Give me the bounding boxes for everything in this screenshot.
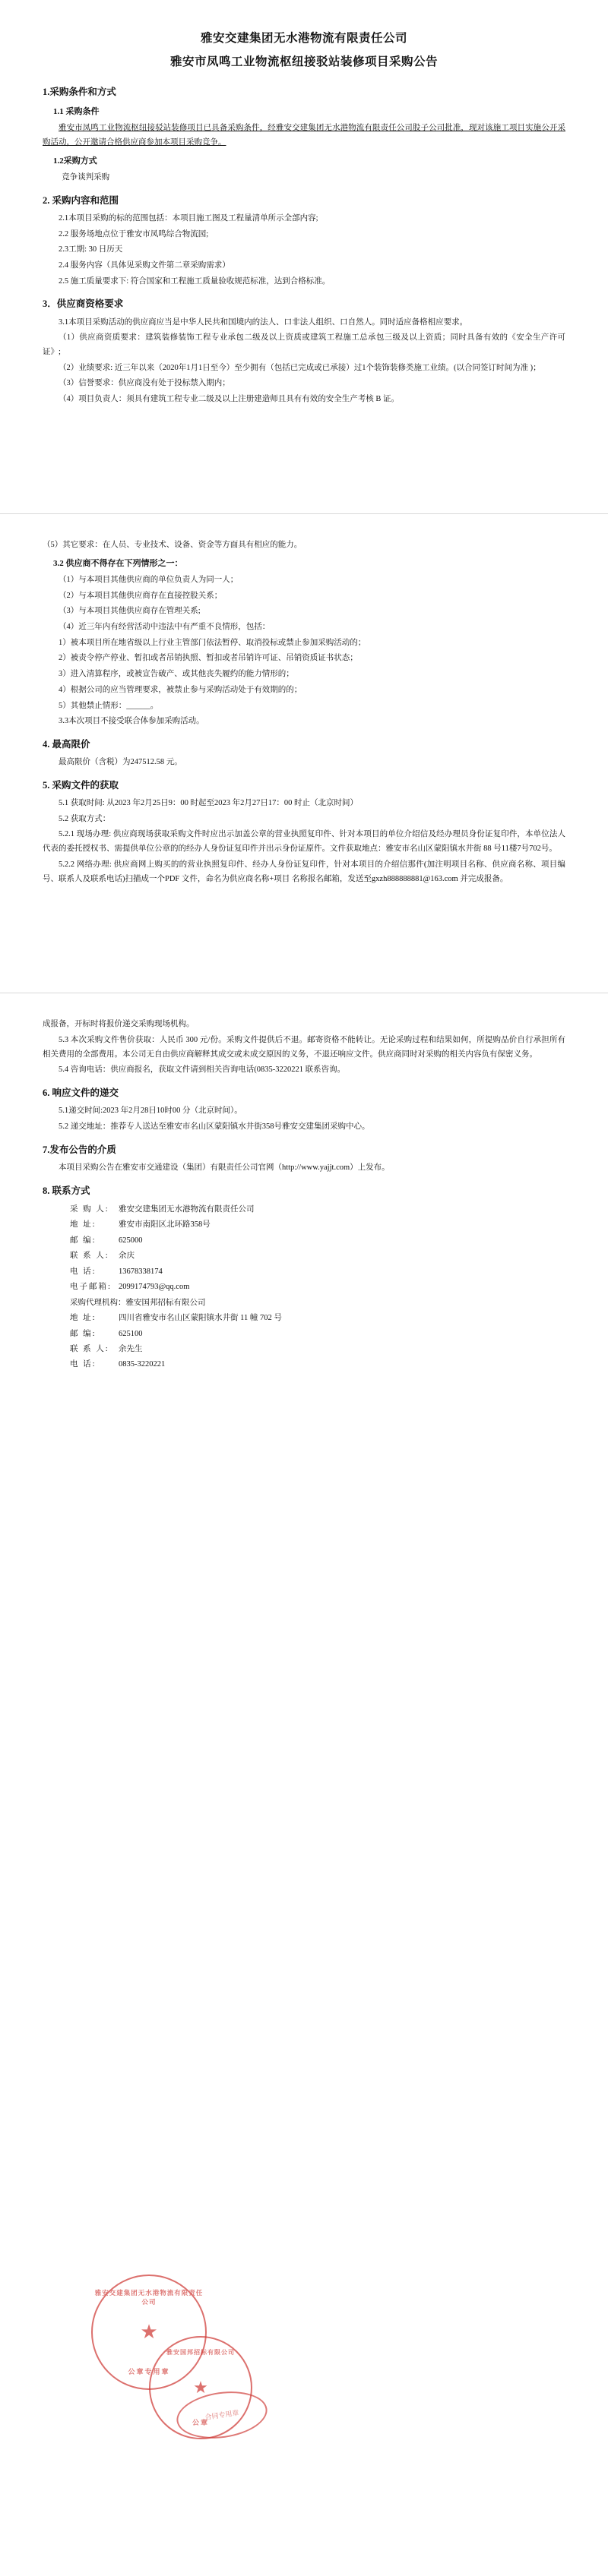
section-heading-4: 4. 最高限价 [43,738,90,750]
contact-label: 邮 编: [70,1236,97,1245]
company-seal-purchaser [91,2275,207,2390]
section-3-2-item: （4）近三年内有经营活动中违法中有严重不良情形，包括： [59,623,271,632]
contact-label: 地 址: [70,1314,97,1323]
contact-value: 0835-3220221 [119,1360,166,1369]
contact-row [43,1311,565,1326]
seal-bottom-text: 公章专用章 [128,2368,170,2376]
section-5-sub-item: 5.2.2 网络办理: 供应商网上购买的的营业执照复印件、经办人身份证复印件，针对本项目的介绍信那件(加注明项目名称、供应商名称、项目编号、联系人及联系电话)扫描成一个PDF 文件，命名为供应商名称+项目 名称报名邮箱，发送至gxzh888888881@163.com 并完成报备。 [43,860,565,883]
page-bottom-space [43,888,565,979]
contact-label: 采 购 人: [70,1204,109,1214]
section-3-2-item: 3）进入清算程序，或被宣告破产、或其他丧失履约的能力情形的； [59,670,294,679]
contact-value: 625100 [119,1329,143,1338]
contact-label: 联 系 人: [70,1344,109,1353]
contract-seal: 合同专用章 [173,2386,270,2444]
section-3-item: （1）供应商资质要求：建筑装修装饰工程专业承包二级及以上资质或建筑工程施工总承包三级及以上资质；同时具备有效的《安全生产许可证》; [43,333,565,356]
contact-value: 余先生 [119,1344,143,1353]
contact-row [43,1264,565,1280]
section-heading-5: 5. 采购文件的获取 [43,779,119,791]
contact-label: 电 话: [70,1267,97,1276]
subsection-heading-3-2: 3.2 供应商不得存在下列情形之一： [53,559,183,569]
contact-row [43,1233,565,1249]
contact-value: 雅安交建集团无水港物流有限责任公司 [119,1204,255,1214]
section-5-item: 5.1 获取时间: 从2023 年2月25日9：00 时起至2023 年2月27日17：00 时止（北京时间） [59,799,359,808]
document-page-1 [0,0,608,513]
section-3-2-item: 5）其他禁止情形：______。 [59,701,159,710]
section-5-item: 5.2 获取方式： [59,814,111,823]
seal-star-icon: ★ [193,2378,208,2397]
contact-value: 625000 [119,1236,143,1245]
section-6-item: 5.1递交时间:2023 年2月28日10时00 分（北京时间）。 [59,1106,242,1116]
contact-label: 电 话: [70,1360,97,1369]
section-7-body: 本项目采购公告在雅安市交通建设（集团）有限责任公司官网（http://www.yajjt.com）上发布。 [59,1163,390,1172]
section-heading-1: 1.采购条件和方式 [43,86,116,97]
seal-bottom-text: 公章 [192,2419,209,2426]
section-2-item: 2.4 服务内容（具体见采购文件第二章采购需求） [59,260,230,270]
agency-label: 采购代理机构：雅安国邦招标有限公司 [70,1298,206,1307]
section-3-2-item: 2）被责令停产停业、暂扣或者吊销执照、暂扣或者吊销许可证、吊销资质证书状态； [59,654,358,663]
contact-row [43,1217,565,1233]
contact-row [43,1357,565,1372]
section-3-2-item: 1）被本项目所在地省级以上行业主管部门依法暂停、取消投标或禁止参加采购活动的； [59,638,366,647]
contact-row [43,1342,565,1357]
section-5-cont-item: 5.3 本次采购文件售价获取：人民币 300 元/份。采购文件提供后不退。邮寄资格不能转让。无论采购过程和结果如何，所提购品价自行承担所有相关费用的全部费用。本公司无自由供应商解释其成交或未成交原因的义务，不退还响应文件。供应商同时对采购的相关内容负有保密义务。 [43,1035,565,1059]
section-heading-3: 3．供应商资格要求 [43,298,124,310]
page-bottom-space [43,1373,565,1393]
document-page-3 [0,993,608,1406]
contact-label: 电子邮箱: [70,1283,112,1292]
section-5-sub-item: 5.2.1 现场办理: 供应商现场获取采购文件时应出示加盖公章的营业执照复印件、针对本项目的单位介绍信及经办理员身份证复印件，本单位法人代表的委托授权书、需提供单位公章的的经办人身份证复印件并出示身份证原件。文件获取地点：雅安市名山区蒙阳镇水井街 88 号11楼7号702号。 [43,830,565,854]
seal-top-text: 雅安国邦招标有限公司 [166,2349,235,2356]
section-3-2-item: 4）根据公司的应当管理要求，被禁止参与采购活动处于有效期的的； [59,685,302,694]
agency-label-row [43,1296,565,1311]
section-5-cont-item: 成报备，开标时将报价递交采购现场机构。 [43,1020,195,1029]
section-2-item: 2.1本项目采购的标的范围包括：本项目施工图及工程量清单所示全部内容; [59,213,318,223]
page-bottom-space [43,409,565,500]
section-3-item: （3）信誉要求：供应商没有处于投标禁入期内； [59,379,230,388]
section-3-2-item: （3）与本项目其他供应商存在管理关系; [59,607,201,616]
section-3-2-item: （1）与本项目其他供应商的单位负责人为同一人； [59,576,239,584]
contact-row [43,1249,565,1264]
contact-value: 余庆 [119,1252,135,1261]
contact-value: 13678338174 [119,1267,163,1276]
section-2-item: 2.3工期: 30 日历天 [59,245,123,254]
subsection-heading-1-2: 1.2采购方式 [53,156,97,166]
contact-label: 地 址: [70,1220,97,1230]
section-2-item: 2.5 施工质量要求下: 符合国家和工程施工质量验收规范标准，达到合格标准。 [59,276,331,286]
page-title: 雅安交建集团无水港物流有限责任公司 [200,32,407,45]
section-5-cont-item: 5.4 咨询电话：供应商报名，获取文件请到相关咨询电话(0835-3220221 联系咨询。 [59,1065,346,1075]
contact-value: 雅安市南阳区北环路358号 [119,1220,211,1230]
subsection-heading-1-1: 1.1 采购条件 [53,107,100,117]
seal-top-text: 雅安交建集团无水港物流有限责任公司 [94,2289,204,2306]
section-heading-6: 6. 响应文件的递交 [43,1087,119,1098]
section-4-body: 最高限价（含税）为247512.58 元。 [59,758,182,767]
section-3-2-item: （2）与本项目其他供应商存在直接控股关系； [59,591,223,600]
contact-row [43,1327,565,1342]
contact-row [43,1202,565,1217]
section-heading-2: 2. 采购内容和范围 [43,194,119,206]
section-3-item-cont: （5）其它要求：在人员、专业技术、设备、资金等方面具有相应的能力。 [43,540,302,549]
contact-value: 2099174793@qq.com [119,1283,190,1292]
section-3-item: （2）业绩要求: 近三年以来（2020年1月1日至今）至少拥有（包括已完成或已承接）过1个装饰装修类施工业绩。(以合同签订时间为准 )； [59,363,541,372]
page-subtitle: 雅安市凤鸣工业物流枢纽接驳站装修项目采购公告 [169,55,438,69]
contact-row [43,1280,565,1295]
section-6-item: 5.2 递交地址：推荐专人送达至雅安市名山区蒙阳镇水井街358号雅安交建集团采购中心。 [59,1122,370,1131]
subsection-body-1-1: 雅安市凤鸣工业物流枢纽接驳站装修项目已具备采购条件，经雅安交建集团无水港物流有限责任公司股子公司批准，现对该施工项目实施公开采购活动，公开邀请合格供应商参加本项目采购竞争。 [43,123,565,147]
section-3-item: （4）项目负责人：须具有建筑工程专业二级及以上注册建造师且具有有效的安全生产考核 B 证。 [59,394,400,403]
contact-value: 四川省雅安市名山区蒙阳镇水井街 11 幢 702 号 [119,1314,282,1323]
seal-star-icon: ★ [140,2321,158,2343]
section-heading-7: 7.发布公告的介质 [43,1144,116,1155]
section-3-last-item: 3.3本次项目不接受联合体参加采购活动。 [59,717,204,726]
contact-label: 邮 编: [70,1329,97,1338]
section-2-item: 2.2 服务场地点位于雅安市凤鸣综合物流园; [59,229,209,238]
section-3-item: 3.1本项目采购活动的供应商应当是中华人民共和国境内的法人、口非法人组织、口自然人。同时适应备格相应要求。 [59,317,468,327]
subsection-body-1-2: 竞争谈判采购 [62,172,110,182]
section-heading-8: 8. 联系方式 [43,1185,90,1196]
contact-label: 联 系 人: [70,1252,109,1261]
document-page-2 [0,514,608,993]
